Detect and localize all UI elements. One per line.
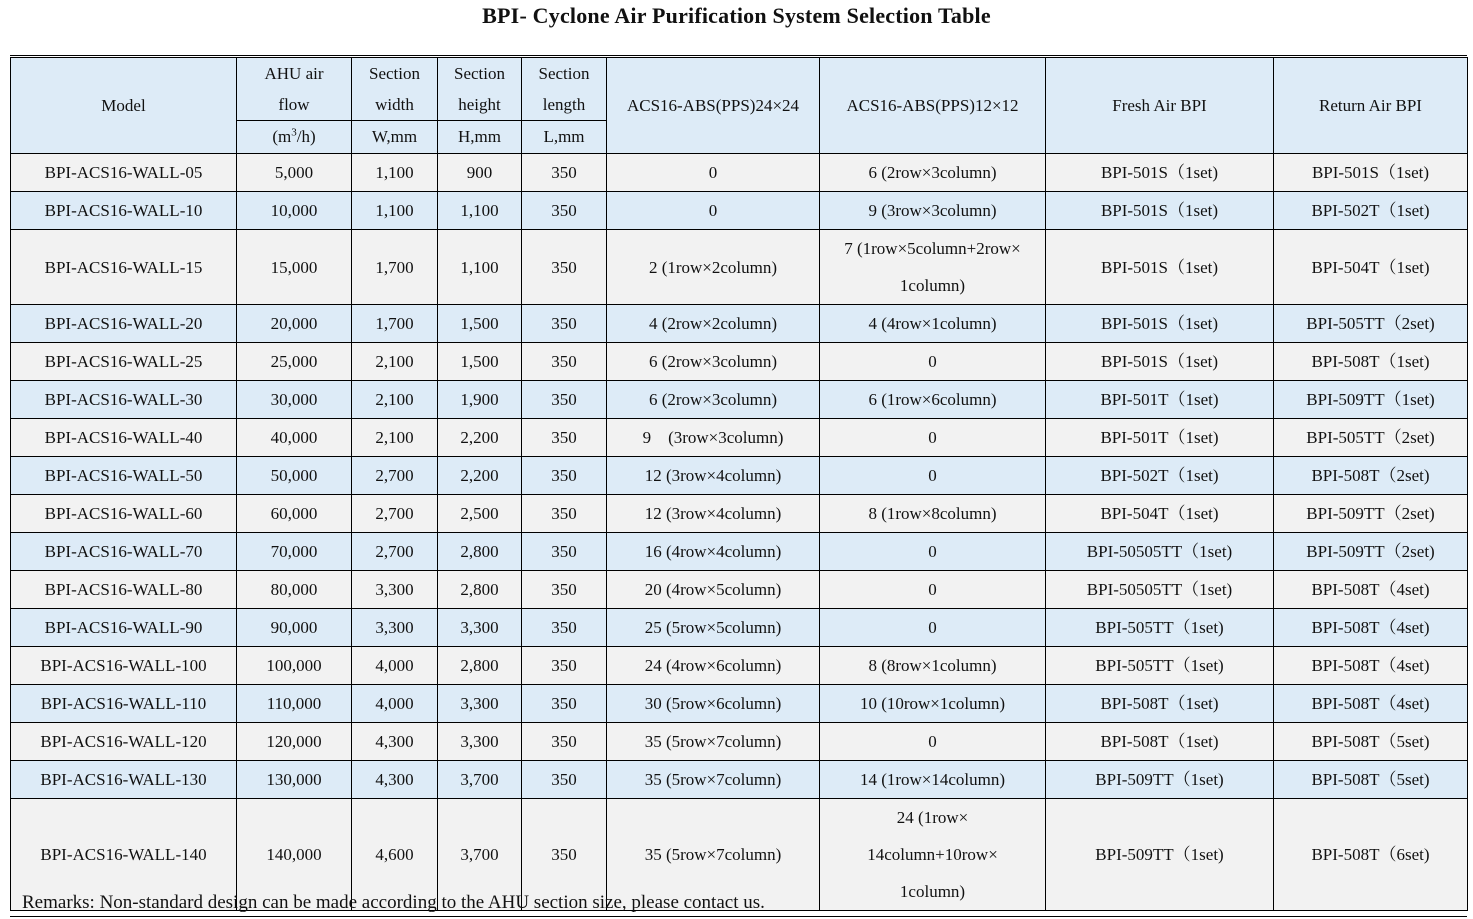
cell-acs24: 35 (5row×7column): [607, 799, 820, 911]
cell-width: 1,100: [352, 192, 438, 230]
cell-acs12: 10 (10row×1column): [820, 685, 1046, 723]
cell-flow: 110,000: [237, 685, 352, 723]
header-acs12: ACS16-ABS(PPS)12×12: [820, 58, 1046, 154]
cell-flow: 140,000: [237, 799, 352, 911]
cell-length: 350: [522, 685, 607, 723]
cell-acs24: 0: [607, 154, 820, 192]
table-row: [11, 533, 1468, 571]
cell-model: BPI-ACS16-WALL-70: [11, 533, 237, 571]
cell-model: BPI-ACS16-WALL-110: [11, 685, 237, 723]
cell-length: 350: [522, 723, 607, 761]
cell-acs12: 0: [820, 609, 1046, 647]
cell-model: BPI-ACS16-WALL-50: [11, 457, 237, 495]
cell-flow: 60,000: [237, 495, 352, 533]
header-return: Return Air BPI: [1274, 58, 1468, 154]
header-fresh: Fresh Air BPI: [1046, 58, 1274, 154]
cell-acs24: 4 (2row×2column): [607, 305, 820, 343]
page-title: BPI- Cyclone Air Purification System Selection Table: [482, 3, 991, 28]
cell-flow: 15,000: [237, 230, 352, 305]
cell-acs12-line: 1column): [899, 882, 966, 901]
flow-unit-sup: 3: [291, 126, 297, 139]
cell-model: BPI-ACS16-WALL-100: [11, 647, 237, 685]
cell-acs24: 0: [607, 192, 820, 230]
cell-flow: 20,000: [237, 305, 352, 343]
header-length-unit: L,mm: [522, 121, 607, 154]
header-model: Model: [11, 58, 237, 154]
cell-return: BPI-508T（4set): [1274, 571, 1468, 609]
cell-acs12: 0: [820, 419, 1046, 457]
cell-acs12: 0: [820, 533, 1046, 571]
cell-model: BPI-ACS16-WALL-40: [11, 419, 237, 457]
header-height-l1: Section: [454, 64, 505, 83]
cell-acs12: 6 (2row×3column): [820, 154, 1046, 192]
cell-model: BPI-ACS16-WALL-25: [11, 343, 237, 381]
remarks: Remarks: Non-standard design can be made according to the AHU section size, please contact us.: [10, 889, 1467, 917]
cell-return: BPI-504T（1set): [1274, 230, 1468, 305]
cell-acs12: 0: [820, 457, 1046, 495]
cell-return: BPI-509TT（1set): [1274, 381, 1468, 419]
table-row: [11, 381, 1468, 419]
cell-return: BPI-508T（5set): [1274, 761, 1468, 799]
cell-fresh: BPI-504T（1set): [1046, 495, 1274, 533]
cell-acs24: 20 (4row×5column): [607, 571, 820, 609]
cell-fresh: BPI-508T（1set): [1046, 685, 1274, 723]
cell-flow: 30,000: [237, 381, 352, 419]
cell-return: BPI-508T（1set): [1274, 343, 1468, 381]
cell-return: BPI-508T（4set): [1274, 647, 1468, 685]
table-row: [11, 609, 1468, 647]
cell-model: BPI-ACS16-WALL-90: [11, 609, 237, 647]
header-length: [522, 58, 607, 121]
header-width-l1: Section: [369, 64, 420, 83]
cell-acs24: 35 (5row×7column): [607, 761, 820, 799]
cell-fresh: BPI-50505TT（1set): [1046, 571, 1274, 609]
cell-acs24: 24 (4row×6column): [607, 647, 820, 685]
table-row: [11, 305, 1468, 343]
cell-length: 350: [522, 609, 607, 647]
cell-width: 3,300: [352, 609, 438, 647]
cell-fresh: BPI-501S（1set): [1046, 343, 1274, 381]
cell-length: 350: [522, 305, 607, 343]
cell-width: 4,000: [352, 647, 438, 685]
cell-fresh: BPI-505TT（1set): [1046, 647, 1274, 685]
cell-model: BPI-ACS16-WALL-30: [11, 381, 237, 419]
table-row: [11, 571, 1468, 609]
cell-model: BPI-ACS16-WALL-20: [11, 305, 237, 343]
cell-height: 3,300: [438, 723, 522, 761]
cell-height: 900: [438, 154, 522, 192]
cell-fresh: BPI-505TT（1set): [1046, 609, 1274, 647]
cell-fresh: BPI-501S（1set): [1046, 305, 1274, 343]
table-row: [11, 154, 1468, 192]
cell-fresh: BPI-501S（1set): [1046, 230, 1274, 305]
cell-height: 2,200: [438, 419, 522, 457]
cell-acs24: 12 (3row×4column): [607, 457, 820, 495]
cell-length: 350: [522, 381, 607, 419]
header-height-unit: H,mm: [438, 121, 522, 154]
cell-acs24: 16 (4row×4column): [607, 533, 820, 571]
cell-length: 350: [522, 495, 607, 533]
cell-width: 4,300: [352, 723, 438, 761]
cell-acs12: 6 (1row×6column): [820, 381, 1046, 419]
cell-model: BPI-ACS16-WALL-05: [11, 154, 237, 192]
header-width-l2: width: [375, 95, 414, 114]
cell-flow: 130,000: [237, 761, 352, 799]
cell-fresh: BPI-501T（1set): [1046, 381, 1274, 419]
cell-width: 2,700: [352, 495, 438, 533]
cell-height: 2,800: [438, 647, 522, 685]
flow-unit-pre: (m: [272, 127, 292, 146]
cell-acs24: 30 (5row×6column): [607, 685, 820, 723]
cell-fresh: BPI-502T（1set): [1046, 457, 1274, 495]
cell-width: 2,700: [352, 533, 438, 571]
header-height: [438, 58, 522, 121]
cell-fresh: BPI-501S（1set): [1046, 192, 1274, 230]
cell-length: 350: [522, 647, 607, 685]
cell-acs12: 9 (3row×3column): [820, 192, 1046, 230]
top-rule: [10, 55, 1467, 56]
header-flow: [237, 58, 352, 121]
cell-acs24: 35 (5row×7column): [607, 723, 820, 761]
cell-width: 1,700: [352, 305, 438, 343]
cell-fresh: BPI-501S（1set): [1046, 154, 1274, 192]
cell-return: BPI-508T（6set): [1274, 799, 1468, 911]
cell-acs12-line: 7 (1row×5column+2row×: [844, 239, 1021, 258]
cell-width: 1,700: [352, 230, 438, 305]
table-row: [11, 723, 1468, 761]
cell-model: BPI-ACS16-WALL-80: [11, 571, 237, 609]
cell-model: BPI-ACS16-WALL-60: [11, 495, 237, 533]
cell-width: 4,600: [352, 799, 438, 911]
header-flow-unit: [237, 121, 352, 154]
cell-return: BPI-502T（1set): [1274, 192, 1468, 230]
cell-acs12: 8 (8row×1column): [820, 647, 1046, 685]
cell-model: BPI-ACS16-WALL-15: [11, 230, 237, 305]
cell-length: 350: [522, 192, 607, 230]
table-row: [11, 457, 1468, 495]
cell-return: BPI-509TT（2set): [1274, 533, 1468, 571]
cell-flow: 120,000: [237, 723, 352, 761]
table-body: [11, 154, 1468, 911]
cell-width: 2,100: [352, 381, 438, 419]
flow-unit-post: /h): [296, 127, 316, 146]
cell-length: 350: [522, 761, 607, 799]
header-flow-l1: AHU air: [264, 64, 324, 83]
cell-length: 350: [522, 533, 607, 571]
cell-acs12-line: 24 (1row×: [896, 808, 969, 827]
cell-acs12: 14 (1row×14column): [820, 761, 1046, 799]
cell-width: 4,000: [352, 685, 438, 723]
cell-acs24: 6 (2row×3column): [607, 343, 820, 381]
cell-flow: 90,000: [237, 609, 352, 647]
cell-return: BPI-505TT（2set): [1274, 305, 1468, 343]
header-row: [11, 58, 1468, 121]
cell-fresh: BPI-501T（1set): [1046, 419, 1274, 457]
table-row: [11, 647, 1468, 685]
cell-flow: 70,000: [237, 533, 352, 571]
table-row: [11, 230, 1468, 305]
cell-height: 1,900: [438, 381, 522, 419]
cell-model: BPI-ACS16-WALL-130: [11, 761, 237, 799]
cell-acs12: 0: [820, 723, 1046, 761]
table-row: [11, 495, 1468, 533]
cell-flow: 25,000: [237, 343, 352, 381]
cell-return: BPI-509TT（2set): [1274, 495, 1468, 533]
cell-width: 2,100: [352, 343, 438, 381]
table-row: [11, 761, 1468, 799]
cell-width: 2,100: [352, 419, 438, 457]
cell-acs24: 2 (1row×2column): [607, 230, 820, 305]
cell-acs12: 4 (4row×1column): [820, 305, 1046, 343]
table-row: [11, 343, 1468, 381]
cell-return: BPI-505TT（2set): [1274, 419, 1468, 457]
cell-flow: 40,000: [237, 419, 352, 457]
cell-acs24: 9 (3row×3column): [607, 419, 820, 457]
cell-height: 3,300: [438, 685, 522, 723]
cell-return: BPI-508T（4set): [1274, 685, 1468, 723]
header-flow-l2: flow: [278, 95, 310, 114]
cell-width: 3,300: [352, 571, 438, 609]
cell-model: BPI-ACS16-WALL-140: [11, 799, 237, 911]
header-length-l2: length: [542, 95, 586, 114]
cell-model: BPI-ACS16-WALL-10: [11, 192, 237, 230]
header-acs24: ACS16-ABS(PPS)24×24: [607, 58, 820, 154]
cell-height: 2,800: [438, 571, 522, 609]
cell-flow: 50,000: [237, 457, 352, 495]
cell-acs12-line: 1column): [899, 276, 966, 295]
cell-length: 350: [522, 419, 607, 457]
cell-height: 1,500: [438, 305, 522, 343]
cell-width: 4,300: [352, 761, 438, 799]
cell-length: 350: [522, 457, 607, 495]
header-width-unit: W,mm: [352, 121, 438, 154]
cell-acs12: [820, 230, 1046, 305]
cell-flow: 100,000: [237, 647, 352, 685]
cell-fresh: BPI-509TT（1set): [1046, 799, 1274, 911]
cell-height: 3,700: [438, 799, 522, 911]
cell-height: 1,100: [438, 192, 522, 230]
cell-width: 2,700: [352, 457, 438, 495]
header-height-l2: height: [458, 95, 501, 114]
cell-length: 350: [522, 571, 607, 609]
cell-height: 3,700: [438, 761, 522, 799]
cell-acs12: 0: [820, 571, 1046, 609]
cell-height: 2,800: [438, 533, 522, 571]
cell-return: BPI-508T（2set): [1274, 457, 1468, 495]
table-row: [11, 419, 1468, 457]
selection-table: [10, 57, 1468, 911]
cell-height: 1,500: [438, 343, 522, 381]
cell-acs24: 6 (2row×3column): [607, 381, 820, 419]
cell-acs24: 25 (5row×5column): [607, 609, 820, 647]
header-length-l1: Section: [538, 64, 590, 83]
cell-width: 1,100: [352, 154, 438, 192]
cell-fresh: BPI-509TT（1set): [1046, 761, 1274, 799]
cell-acs12: 8 (1row×8column): [820, 495, 1046, 533]
cell-return: BPI-501S（1set): [1274, 154, 1468, 192]
cell-length: 350: [522, 799, 607, 911]
table-row: [11, 685, 1468, 723]
cell-flow: 80,000: [237, 571, 352, 609]
cell-acs12-line: 14column+10row×: [867, 845, 998, 864]
cell-height: 3,300: [438, 609, 522, 647]
table-row: [11, 192, 1468, 230]
cell-flow: 10,000: [237, 192, 352, 230]
cell-return: BPI-508T（4set): [1274, 609, 1468, 647]
cell-length: 350: [522, 154, 607, 192]
cell-acs24: 12 (3row×4column): [607, 495, 820, 533]
cell-length: 350: [522, 230, 607, 305]
cell-height: 2,500: [438, 495, 522, 533]
cell-return: BPI-508T（5set): [1274, 723, 1468, 761]
cell-acs12: 0: [820, 343, 1046, 381]
cell-fresh: BPI-508T（1set): [1046, 723, 1274, 761]
cell-height: 1,100: [438, 230, 522, 305]
header-width: [352, 58, 438, 121]
cell-flow: 5,000: [237, 154, 352, 192]
cell-model: BPI-ACS16-WALL-120: [11, 723, 237, 761]
cell-fresh: BPI-50505TT（1set): [1046, 533, 1274, 571]
cell-length: 350: [522, 343, 607, 381]
cell-height: 2,200: [438, 457, 522, 495]
